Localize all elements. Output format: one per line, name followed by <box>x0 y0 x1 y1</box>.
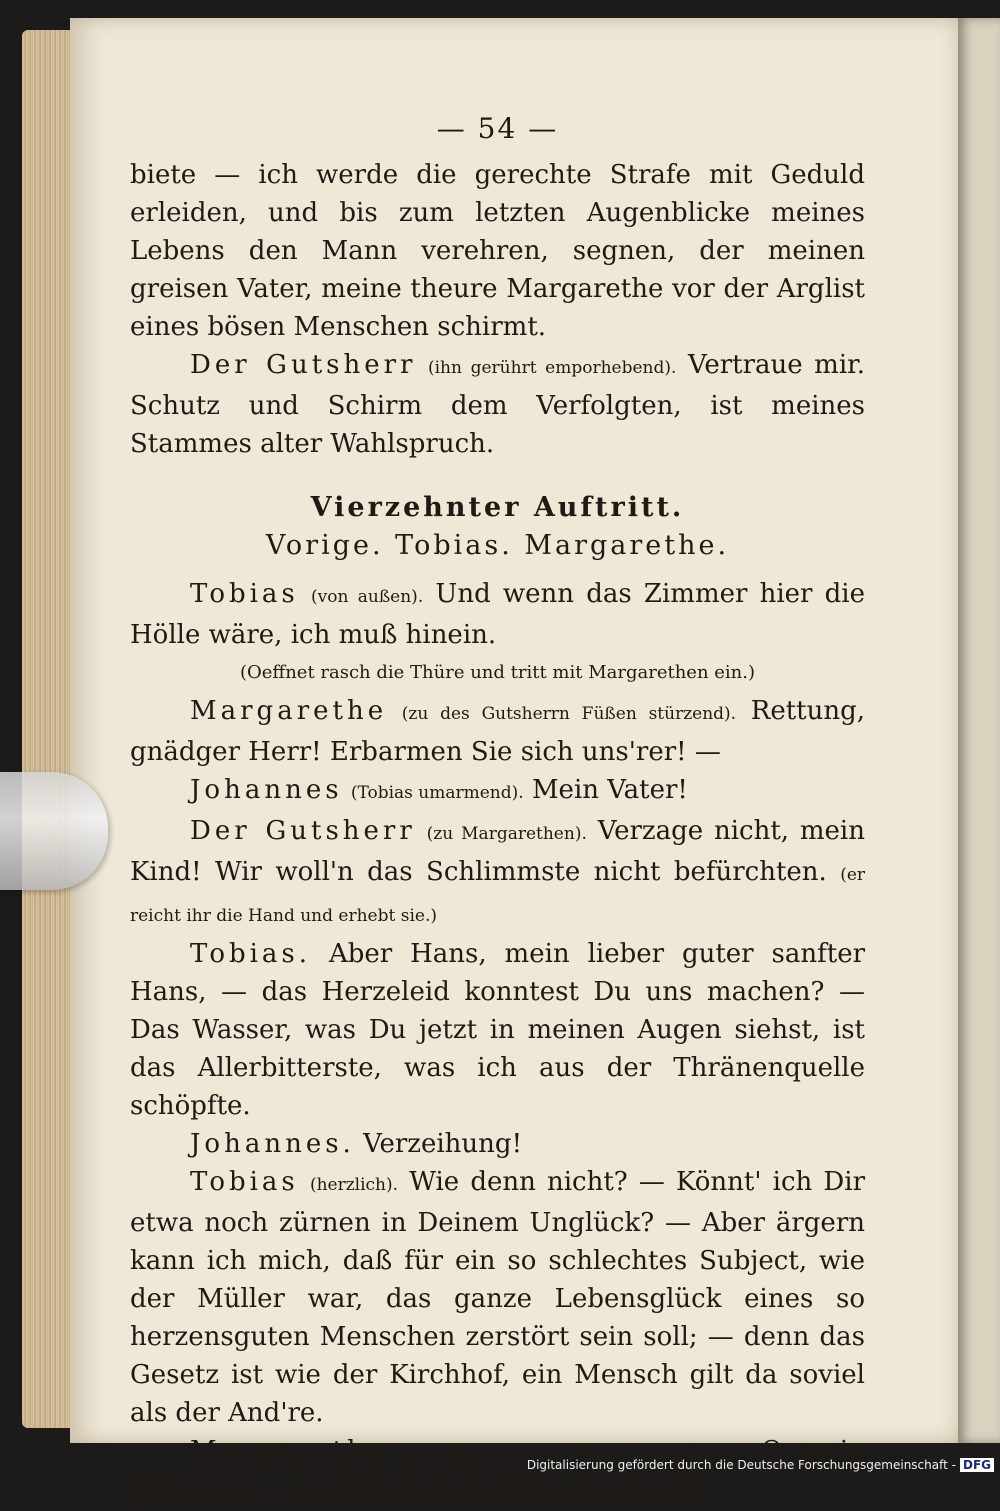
speech-text: Verzeihung! <box>363 1129 523 1159</box>
speech-text: Aber Hans, mein lieber guter sanfter Hans, — das Herzeleid konntest Du uns machen? — Das Wasser, was Du jetzt in meinen Augen siehst, ist das Allerbitterste, was ich aus der Thränenquelle schöpfte. <box>130 939 866 1121</box>
stage-direction-line: (Oeffnet rasch die Thüre und tritt mit Margarethen ein.) <box>239 662 756 683</box>
speaker-name: Tobias <box>190 1167 299 1197</box>
paragraph <box>130 156 865 346</box>
speaker-name: Tobias <box>190 579 299 609</box>
stage-direction: (zu des Gutsherrn Füßen stürzend). <box>401 704 737 724</box>
page-holder-clip <box>0 772 108 890</box>
speaker-name: Johannes. <box>190 1129 355 1159</box>
stage-direction: (er reicht ihr die Hand und erhebt sie.) <box>130 865 866 926</box>
speech-text: Mein Vater! <box>531 775 688 805</box>
credit-text: Digitalisierung gefördert durch die Deutsche Forschungsgemeinschaft - <box>526 1458 956 1472</box>
stage-direction: (ihn gerührt emporhebend). <box>427 358 677 378</box>
speech <box>130 346 865 463</box>
scene-heading: Vierzehnter Auftritt. <box>310 492 685 523</box>
speech-text: O mein Johannes — hast Du keinen Trost für mich? <box>130 1436 865 1507</box>
speech-text: Verzage nicht, mein Kind! Wir woll'n das Schlimmste nicht befürchten. <box>130 816 865 887</box>
paragraph-text: biete — ich werde die gerechte Strafe mit Geduld erleiden, und bis zum letzten Augenblicke meines Lebens den Mann verehren, segnen, der meinen greisen Vater, meine theure Margarethe vor der Arglist eines bösen Menschen schirmt. <box>130 160 865 342</box>
speech <box>130 575 865 654</box>
speech <box>130 935 865 1125</box>
speech <box>130 692 865 771</box>
speech <box>130 812 865 935</box>
speech <box>130 771 865 812</box>
speech-text: Vertraue mir. Schutz und Schirm dem Verfolgten, ist meines Stammes alter Wahlspruch. <box>130 350 865 459</box>
speech-text: Wie denn nicht? — Könnt' ich Dir etwa noch zürnen in Deinem Unglück? — Aber ärgern kann ich mich, daß für ein so schlechtes Subject, wie der Müller war, das ganze Lebensglück eines so herzensguten Menschen zerstört sein soll; — denn das Gesetz ist wie der Kirchhof, ein Mensch gilt da soviel als der And're. <box>130 1167 866 1428</box>
stage-direction: (herzlich). <box>309 1175 399 1195</box>
speech <box>130 1125 865 1163</box>
page-text <box>130 110 865 1511</box>
stage-direction: (zu Margarethen). <box>426 824 587 844</box>
facing-page-edge <box>958 18 1000 1443</box>
stage-direction: (Johannes in die Arme schließend). <box>404 1444 744 1464</box>
cast-list: Vorige. Tobias. Margarethe. <box>265 530 730 561</box>
page-number: — 54 — <box>436 112 559 145</box>
speaker-name: Der Gutsherr <box>190 816 416 846</box>
dfg-logo: DFG <box>960 1458 994 1472</box>
stage-direction: (von außen). <box>310 587 424 607</box>
speech <box>130 1163 865 1432</box>
speaker-name: Margarethe <box>190 1436 388 1466</box>
speaker-name: Tobias. <box>190 939 312 969</box>
speaker-name: Der Gutsherr <box>190 350 417 380</box>
speaker-name: Johannes <box>190 775 343 805</box>
speech-text: Rettung, gnädger Herr! Erbarmen Sie sich uns'rer! — <box>130 696 866 767</box>
speech-text: Und wenn das Zimmer hier die Hölle wäre, ich muß hinein. <box>130 579 866 650</box>
stage-direction: (Tobias umarmend). <box>350 783 524 803</box>
digitization-credit <box>527 1458 994 1472</box>
speaker-name: Margarethe <box>190 696 388 726</box>
